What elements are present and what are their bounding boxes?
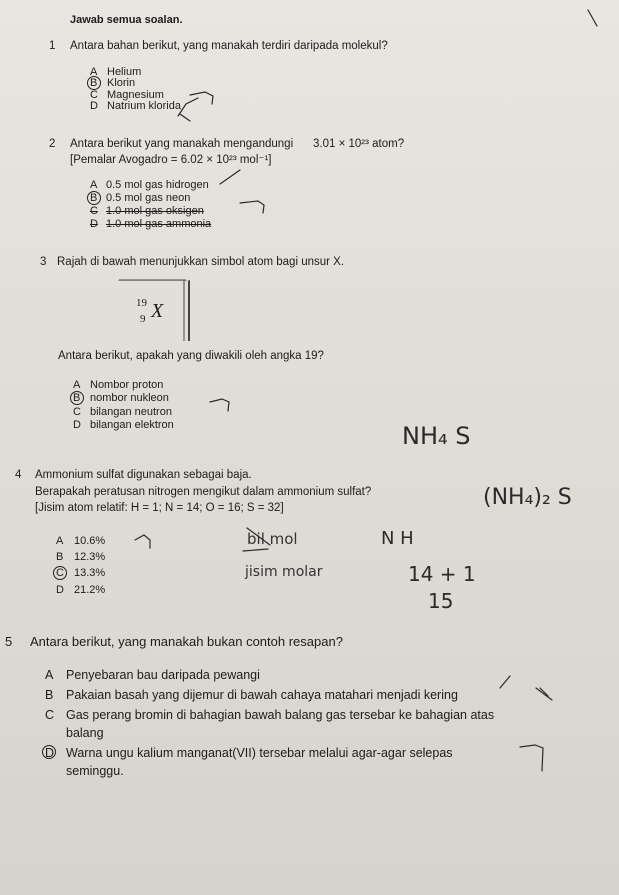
q5-option-b-label[interactable]: B xyxy=(45,688,54,702)
q3-option-c-label[interactable]: C xyxy=(73,406,81,418)
q1-option-d-text[interactable]: Natrium klorida xyxy=(107,100,181,112)
q1-option-c-text[interactable]: Magnesium xyxy=(107,89,164,101)
q2-option-c-text[interactable]: 1.0 mol gas oksigen xyxy=(106,205,204,217)
q4-option-c-label[interactable]: C xyxy=(56,567,64,579)
q4-option-a-label[interactable]: A xyxy=(56,535,64,547)
q4-option-a-text[interactable]: 10.6% xyxy=(74,535,106,547)
q2-option-d-label[interactable]: D xyxy=(90,218,98,230)
mass-number: 19 xyxy=(136,297,147,309)
q5-text: Antara berikut, yang manakah bukan contoh resapan? xyxy=(30,634,343,649)
q5-option-c-continued: balang xyxy=(66,726,104,740)
q2-option-a-label[interactable]: A xyxy=(90,179,98,191)
q3-number: 3 xyxy=(40,256,47,268)
q4-option-b-label[interactable]: B xyxy=(56,551,64,563)
q3-question: Antara berikut, apakah yang diwakili oleh angka 19? xyxy=(58,350,324,362)
handwritten-bil-mol: bil mol xyxy=(247,530,298,548)
q2-note: [Pemalar Avogadro = 6.02 × 10²³ mol⁻¹] xyxy=(70,154,272,166)
q3-option-b-label[interactable]: B xyxy=(73,392,81,404)
q5-option-b-text[interactable]: Pakaian basah yang dijemur di bawah cahaya matahari menjadi kering xyxy=(66,688,458,702)
q5-option-c-text[interactable]: Gas perang bromin di bahagian bawah balang gas tersebar ke bahagian atas xyxy=(66,708,495,722)
q1-option-c-label[interactable]: C xyxy=(90,89,98,101)
handwritten-nh4s: NH₄ S xyxy=(402,422,471,450)
q5-option-a-text[interactable]: Penyebaran bau daripada pewangi xyxy=(66,668,260,682)
q5-option-d-label[interactable]: D xyxy=(45,746,55,760)
q3-option-d-label[interactable]: D xyxy=(73,419,81,431)
q5-option-c-label[interactable]: C xyxy=(45,708,55,722)
q3-option-a-label[interactable]: A xyxy=(73,379,81,391)
q2-option-b-text[interactable]: 0.5 mol gas neon xyxy=(106,192,191,204)
q3-option-c-text[interactable]: bilangan neutron xyxy=(90,406,172,418)
q2-text: Antara berikut yang manakah mengandungi xyxy=(70,138,294,150)
handwritten-result: 15 xyxy=(428,589,454,613)
q1-option-b-text[interactable]: Klorin xyxy=(107,77,136,89)
q1-option-d-label[interactable]: D xyxy=(90,100,98,112)
q4-option-c-text[interactable]: 13.3% xyxy=(74,567,106,579)
q4-question: Berapakah peratusan nitrogen mengikut dalam ammonium sulfat? xyxy=(35,486,372,498)
q1-number: 1 xyxy=(49,40,56,52)
q3-option-d-text[interactable]: bilangan elektron xyxy=(90,419,174,431)
q5-option-d-continued: seminggu. xyxy=(66,764,124,778)
q4-option-b-text[interactable]: 12.3% xyxy=(74,551,106,563)
q4-text: Ammonium sulfat digunakan sebagai baja. xyxy=(35,469,252,481)
q2-quantity: 3.01 × 10²³ atom? xyxy=(313,138,405,150)
q1-option-a-text[interactable]: Helium xyxy=(107,66,142,78)
q1-option-a-label[interactable]: A xyxy=(90,66,98,78)
handwritten-formula: (NH₄)₂ S xyxy=(483,485,572,510)
page-title: Jawab semua soalan. xyxy=(70,14,183,26)
q3-option-b-text[interactable]: nombor nukleon xyxy=(90,392,169,404)
handwritten-jisim-molar: jisim molar xyxy=(245,564,323,580)
q2-number: 2 xyxy=(49,138,56,150)
q5-option-a-label[interactable]: A xyxy=(45,668,54,682)
q3-option-a-text[interactable]: Nombor proton xyxy=(90,379,164,391)
handwritten-nh: N H xyxy=(381,528,414,549)
q2-option-c-label[interactable]: C xyxy=(90,205,98,217)
q1-option-b-label[interactable]: B xyxy=(90,77,98,89)
q2-option-b-label[interactable]: B xyxy=(90,192,98,204)
q2-option-d-text[interactable]: 1.0 mol gas ammonia xyxy=(106,218,212,230)
q4-option-d-text[interactable]: 21.2% xyxy=(74,584,106,596)
q3-text: Rajah di bawah menunjukkan simbol atom bagi unsur X. xyxy=(57,256,345,268)
q4-number: 4 xyxy=(15,469,22,481)
handwritten-sum: 14 + 1 xyxy=(408,562,476,586)
q4-option-d-label[interactable]: D xyxy=(56,584,64,596)
q1-text: Antara bahan berikut, yang manakah terdiri daripada molekul? xyxy=(70,40,388,52)
atomic-number: 9 xyxy=(140,313,146,325)
element-symbol: X xyxy=(151,300,164,322)
q2-option-a-text[interactable]: 0.5 mol gas hidrogen xyxy=(106,179,209,191)
q5-number: 5 xyxy=(5,634,13,649)
q5-option-d-text[interactable]: Warna ungu kalium manganat(VII) tersebar melalui agar-agar selepas xyxy=(66,746,453,760)
q4-note: [Jisim atom relatif: H = 1; N = 14; O = 16; S = 32] xyxy=(35,502,284,514)
